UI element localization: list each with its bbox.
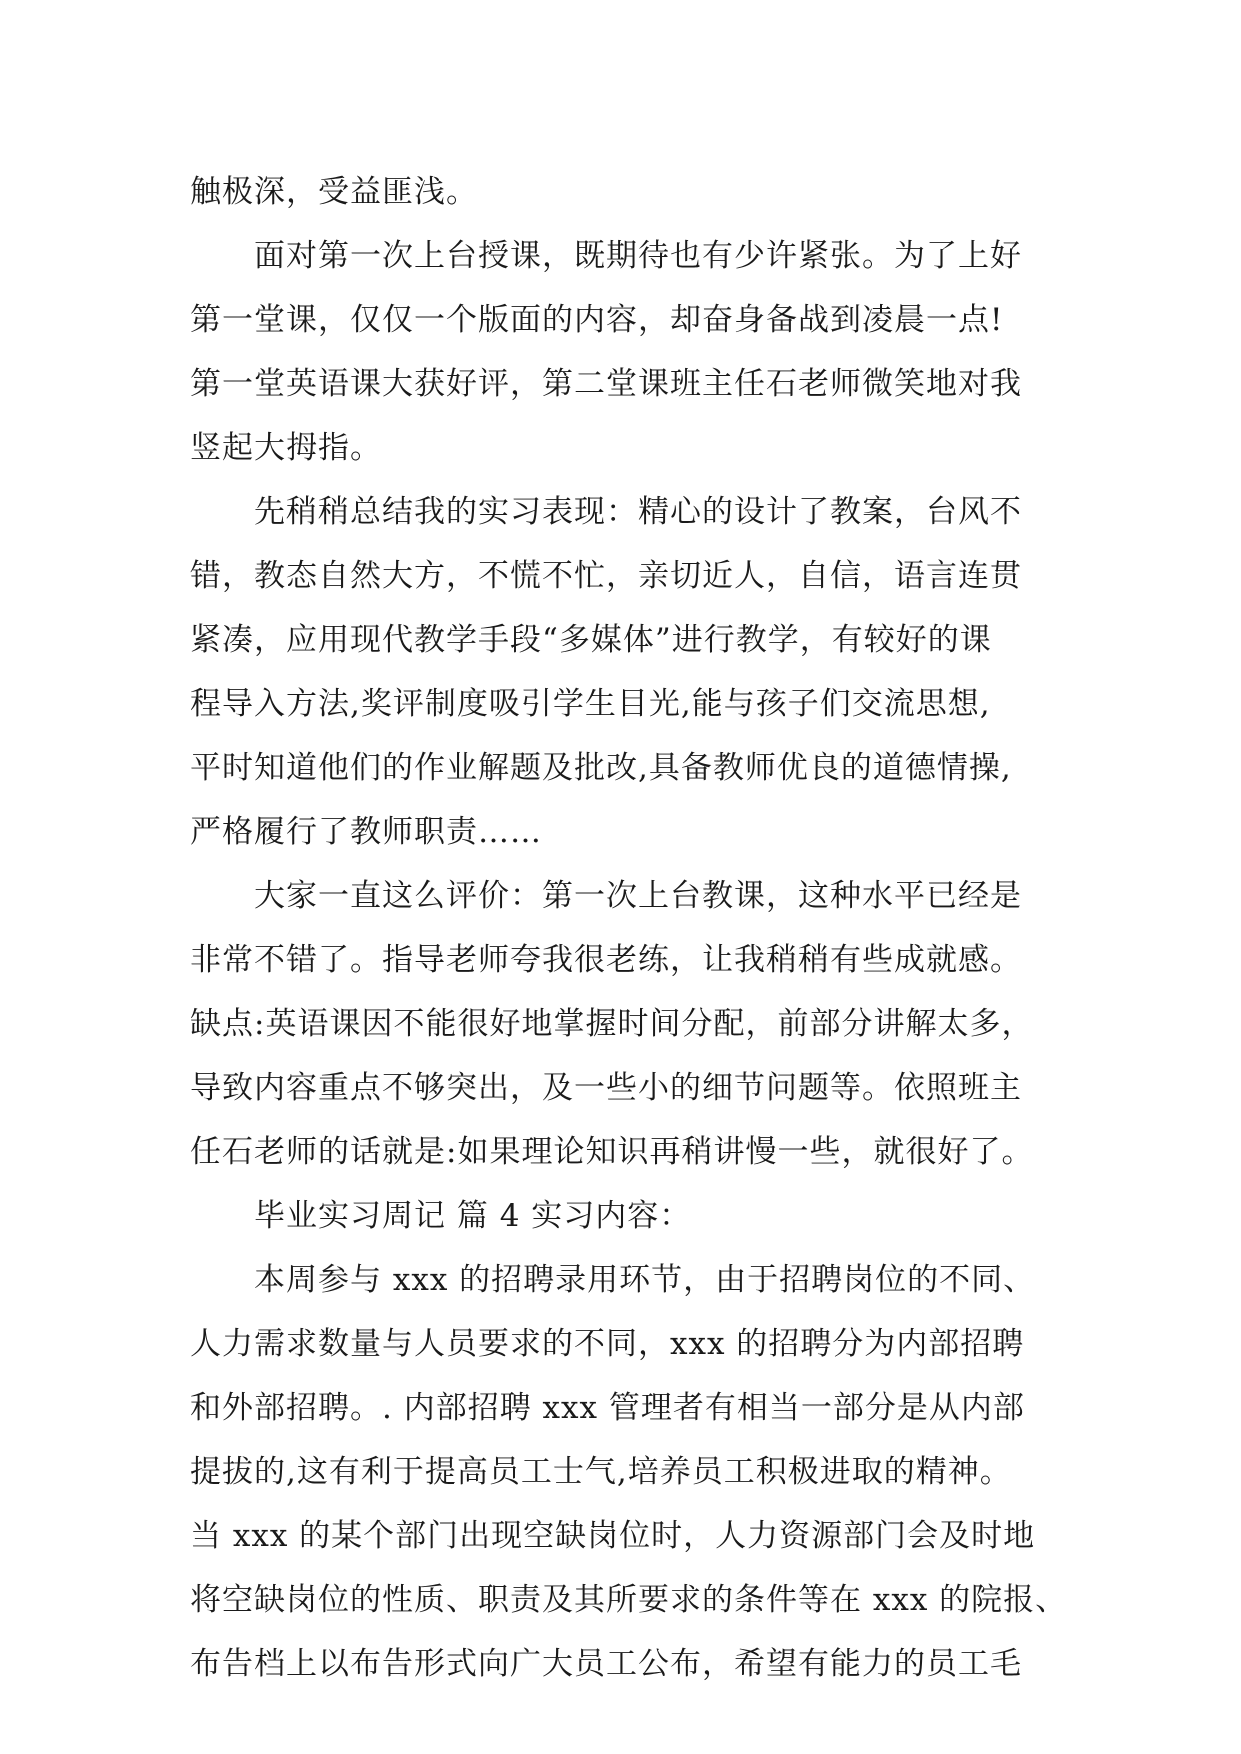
text-line: 提拔的,这有利于提高员工士气,培养员工积极进取的精神。 <box>190 1454 1012 1490</box>
text-line: 第一堂英语课大获好评，第二堂课班主任石老师微笑地对我 <box>190 366 1022 402</box>
text-line: 紧凑，应用现代教学手段“多媒体”进行教学，有较好的课 <box>190 622 992 658</box>
text-line: 任石老师的话就是:如果理论知识再稍讲慢一些，就很好了。 <box>190 1134 1034 1170</box>
text-line: 导致内容重点不够突出，及一些小的细节问题等。依照班主 <box>190 1070 1022 1106</box>
text-line: 当 xxx 的某个部门出现空缺岗位时，人力资源部门会及时地 <box>190 1518 1036 1554</box>
text-line: 布告档上以布告形式向广大员工公布，希望有能力的员工毛 <box>190 1646 1022 1682</box>
text-line: 非常不错了。指导老师夸我很老练，让我稍稍有些成就感。 <box>190 942 1022 978</box>
text-line: 将空缺岗位的性质、职责及其所要求的条件等在 xxx 的院报、 <box>190 1582 1068 1618</box>
text-line: 人力需求数量与人员要求的不同，xxx 的招聘分为内部招聘 <box>190 1326 1025 1362</box>
text-line: 错，教态自然大方，不慌不忙，亲切近人，自信，语言连贯 <box>190 558 1022 594</box>
text-line: 第一堂课，仅仅一个版面的内容，却奋身备战到凌晨一点! <box>190 302 1004 338</box>
text-line: 先稍稍总结我的实习表现：精心的设计了教案，台风不 <box>254 494 1022 530</box>
text-line: 大家一直这么评价：第一次上台教课，这种水平已经是 <box>254 878 1022 914</box>
document-body <box>190 160 1070 1696</box>
text-line: 和外部招聘。. 内部招聘 xxx 管理者有相当一部分是从内部 <box>190 1390 1025 1426</box>
text-line: 毕业实习周记 篇 4 实习内容： <box>254 1198 692 1234</box>
text-line: 严格履行了教师职责…… <box>190 814 542 850</box>
text-line: 本周参与 xxx 的招聘录用环节，由于招聘岗位的不同、 <box>254 1262 1036 1298</box>
text-line: 程导入方法,奖评制度吸引学生目光,能与孩子们交流思想, <box>190 686 991 722</box>
text-line: 缺点:英语课因不能很好地掌握时间分配，前部分讲解太多， <box>190 1006 1034 1042</box>
text-line: 面对第一次上台授课，既期待也有少许紧张。为了上好 <box>254 238 1022 274</box>
text-line: 竖起大拇指。 <box>190 430 382 466</box>
text-line: 平时知道他们的作业解题及批改,具备教师优良的道德情操, <box>190 750 1012 786</box>
text-line: 触极深，受益匪浅。 <box>190 174 478 210</box>
